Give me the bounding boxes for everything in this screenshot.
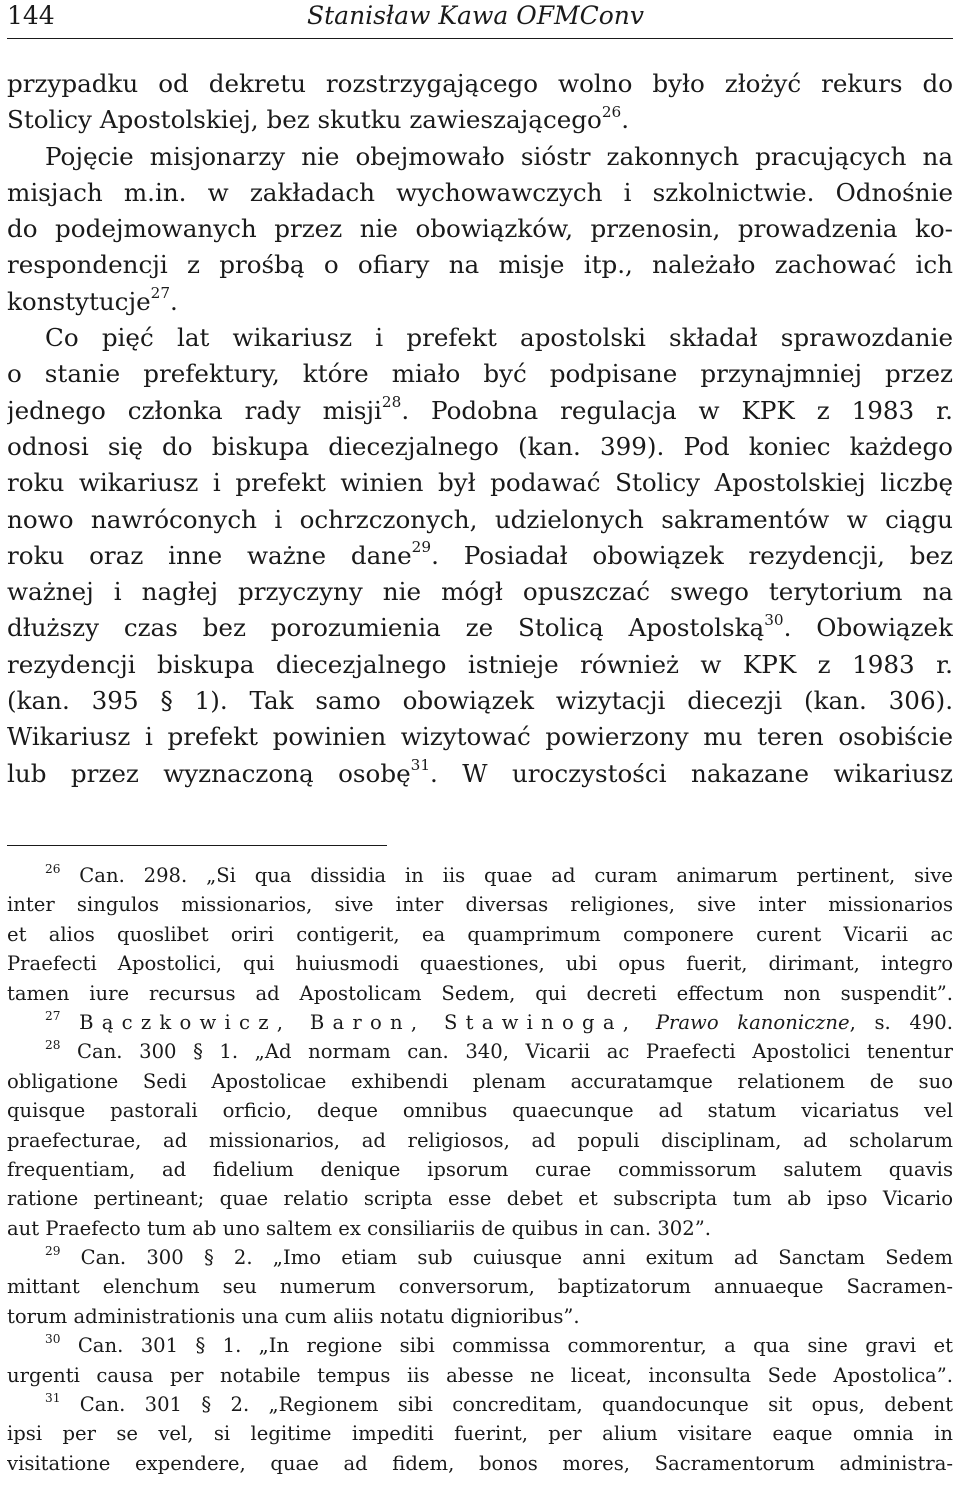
text-line: Pojęcie misjonarzy nie obejmowało sióstr zakonnych pracujących na	[45, 141, 953, 171]
section-sign: §	[201, 1393, 212, 1417]
footnote-line: ipsi per se vel, si legitime impediti fuerint, per alium visitare eaque omnia in	[7, 1422, 953, 1446]
footnote-line: aut Praefecto tum ab uno saltem ex consiliariis de quibus in can. 302”.	[7, 1216, 711, 1240]
text-line: konstytucje$^{27}$.	[7, 284, 178, 316]
footnote-line: inter singulos missionarios, sive inter diversas religiones, sive inter missionarios	[7, 893, 953, 917]
footnote-line: $^{27}$ Bączkowicz, Baron, Stawinoga, Prawo kanoniczne, s. 490.	[45, 1008, 953, 1034]
text-line: rezydencji biskupa diecezjalnego istnieje również w KPK z 1983 r.	[7, 649, 953, 679]
footnote-ref: 27	[150, 284, 171, 303]
footnote-line: Praefecti Apostolici, qui huiusmodi quaestiones, ubi opus fuerit, dirimant, integro	[7, 952, 953, 976]
footnote-line: praefecturae, ad missionarios, ad religiosos, ad populi disciplinam, ad scholarum	[7, 1128, 953, 1152]
footnote-number: 31	[45, 1390, 61, 1405]
footnote-ref: 30	[764, 610, 784, 629]
footnote-ref: 31	[410, 756, 431, 775]
footnote-number: 26	[45, 861, 61, 876]
text-line: przypadku od dekretu rozstrzygającego wolno było złożyć rekurs do	[7, 69, 953, 98]
footnote-line: obligatione Sedi Apostolicae exhibendi plenam accuratamque relationem de suo	[7, 1069, 953, 1093]
page-header	[7, 0, 953, 40]
footnote-line: $^{31}$ Can. 301 § 2. „Regionem sibi concreditam, quandocunque sit opus, debent	[45, 1390, 953, 1417]
page-number: 144	[7, 1, 55, 30]
text-line: Wikariusz i prefekt powinien wizytować powierzony mu teren osobiście	[7, 722, 953, 752]
text-line: respondencji z prośbą o ofiary na misje itp., należało zachować ich	[7, 250, 953, 280]
section-sign: §	[203, 1246, 214, 1270]
section-sign: §	[160, 686, 173, 716]
footnote-line: torum administrationis una cum aliis notatu dignioribus”.	[7, 1304, 580, 1328]
footnotes	[7, 861, 953, 1478]
footnote-line: ratione pertineant; quae relatio scripta esse debet et subscripta tum ab ipso Vicario	[7, 1187, 953, 1211]
text-line: jednego członka rady misji$^{28}$. Podobna regulacja w KPK z 1983 r.	[7, 393, 953, 425]
running-head: Stanisław Kawa OFMConv	[307, 1, 645, 30]
footnote-number: 29	[45, 1243, 61, 1258]
footnote-line: quisque pastorali orficio, deque omnibus quaecunque ad statum vicariatus vel	[7, 1099, 953, 1123]
footnote-line: mittant elenchum seu numerum conversorum, baptizatorum annuaeque Sacramen-	[7, 1275, 953, 1299]
text-line: roku oraz inne ważne dane$^{29}$. Posiadał obowiązek rezydencji, bez	[7, 538, 953, 570]
footnote-line: $^{28}$ Can. 300 § 1. „Ad normam can. 340, Vicarii ac Praefecti Apostolici tenentur	[45, 1038, 953, 1064]
section-sign: §	[195, 1334, 206, 1358]
text-line: ważnej i nagłej przyczyny nie mógł opuszczać swego terytorium na	[7, 577, 953, 607]
text-line: Stolicy Apostolskiej, bez skutku zawieszającego$^{26}$.	[7, 102, 630, 135]
text-line: lub przez wyznaczoną osobę$^{31}$. W uroczystości nakazane wikariusz	[7, 756, 953, 788]
text-line: Co pięć lat wikariusz i prefekt apostolski składał sprawozdanie	[45, 323, 953, 353]
text-line: nowo nawróconych i ochrzczonych, udzielonych sakramentów w ciągu	[7, 504, 953, 534]
main-text	[7, 66, 953, 792]
section-sign: §	[193, 1040, 203, 1064]
footnote-line: tamen iure recursus ad Apostolicam Sedem, qui decreti effectum non suspendit”.	[7, 981, 953, 1005]
footnote-line: et alios quoslibet oriri contigerit, ea quamprimum componere curent Vicarii ac	[7, 922, 953, 946]
footnote-number: 28	[45, 1038, 61, 1052]
text-line: o stanie prefektury, które miało być podpisane przynajmniej przez	[7, 359, 953, 389]
footnote-line: $^{29}$ Can. 300 § 2. „Imo etiam sub cuiusque anni exitum ad Sanctam Sedem	[45, 1243, 953, 1270]
footnote-line: frequentiam, ad fidelium denique ipsorum curae commissorum salutem quavis	[7, 1157, 953, 1181]
text-line: (kan. 395 § 1). Tak samo obowiązek wizytacji diecezji (kan. 306).	[7, 686, 953, 716]
footnote-number: 27	[45, 1008, 61, 1023]
footnote-line: $^{26}$ Can. 298. „Si qua dissidia in iis quae ad curam animarum pertinent, sive	[45, 861, 953, 887]
footnote-line: urgenti causa per notabile tempus iis abesse ne liceat, inconsulta Sede Apostolica”.	[7, 1363, 953, 1387]
text-line: roku wikariusz i prefekt winien był podawać Stolicy Apostolskiej liczbę	[7, 468, 953, 498]
footnote-line: visitatione expendere, quae ad fidem, bonos mores, Sacramentorum administra-	[7, 1451, 953, 1475]
text-line: do podejmowanych przez nie obowiązków, przenosin, prowadzenia ko-	[7, 214, 953, 244]
footnote-number: 30	[45, 1331, 61, 1346]
footnote-ref: 29	[411, 538, 432, 557]
text-line: odnosi się do biskupa diecezjalnego (kan. 399). Pod koniec każdego	[7, 431, 953, 461]
footnote-ref: 28	[381, 393, 402, 412]
footnote-ref: 26	[601, 102, 622, 121]
footnote-line: $^{30}$ Can. 301 § 1. „In regione sibi commissa commorentur, a qua sine gravi et	[45, 1331, 953, 1358]
text-line: dłuższy czas bez porozumienia ze Stolicą Apostolską$^{30}$. Obowiązek	[7, 610, 953, 643]
header-rule	[7, 38, 953, 39]
text-line: misjach m.in. w zakładach wychowawczych i szkolnictwie. Odnośnie	[7, 177, 953, 207]
footnote-separator	[7, 845, 387, 846]
